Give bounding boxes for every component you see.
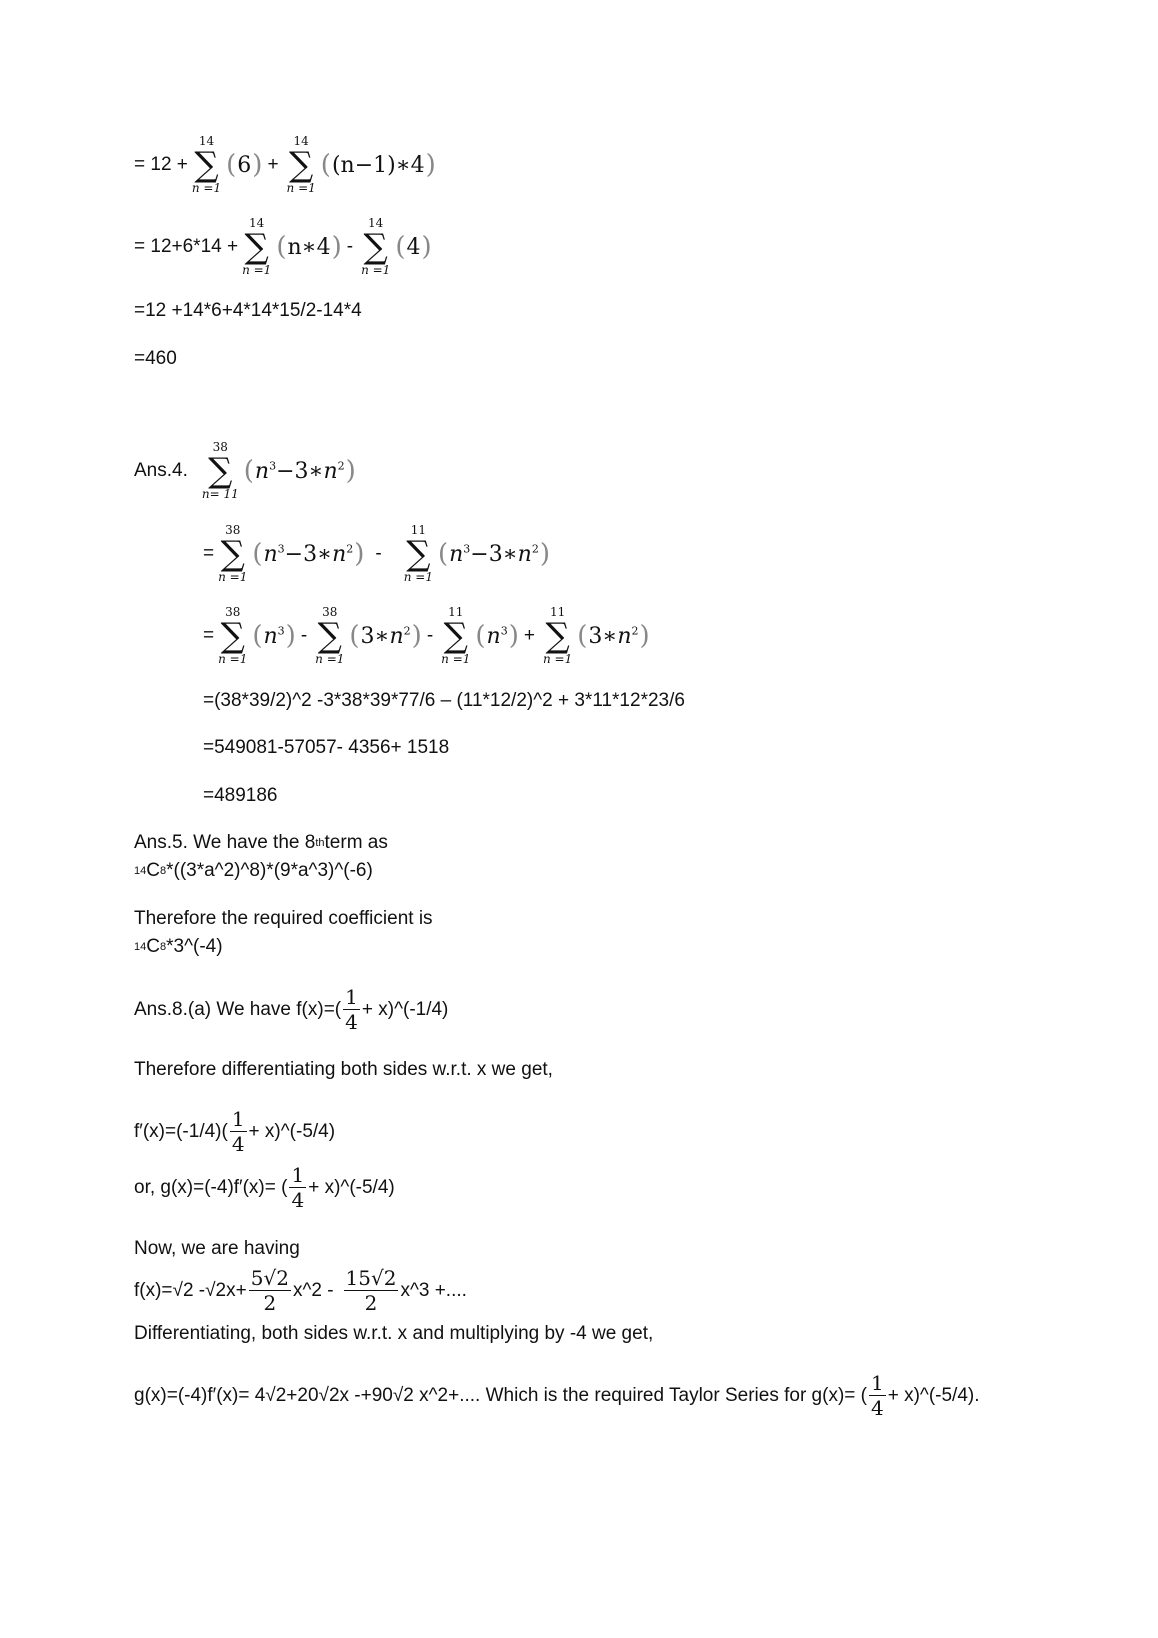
- equation-line-3: =12 +14*6+4*14*15/2-14*4: [134, 300, 362, 321]
- eq1-prefix: = 12 +: [134, 154, 188, 175]
- ans4-step-3: =(38*39/2)^2 -3*38*39*77/6 – (11*12/2)^2 + 3*11*12*23/6: [203, 690, 685, 711]
- ans4-header: Ans.4. 38 ∑ n= 11 ( $n^3-3∗n^2$ ): [134, 440, 356, 501]
- summation: 14 ∑ n =1: [242, 216, 272, 277]
- sum-body: $n^3-3∗n^2$: [254, 458, 345, 484]
- ans8-line-1: Ans.8.(a) We have f(x)=( $\frac{1}{4}$ + x)^(-1/4): [134, 985, 449, 1034]
- equals-sign: =: [203, 625, 215, 646]
- sum-body: (n−1)∗4: [331, 152, 425, 178]
- sum-lower-limit: n =1: [361, 263, 391, 277]
- sum-upper-limit: 38: [212, 440, 228, 454]
- summation: 11 ∑ n =1: [542, 605, 573, 666]
- summation: 14 ∑ n =1: [286, 134, 316, 195]
- minus-sign: -: [375, 543, 382, 564]
- summation: 14 ∑ n =1: [361, 216, 391, 277]
- ans4-step-2: = 38 ∑ n =1 ( $n^3$ ) - 38 ∑ n =1 ( $3∗n^2$ ) - 11 ∑ n =1 ( $n^3$ ) + 11 ∑ n =1 ( $3∗n^2$ ): [203, 605, 650, 666]
- ans5-line-4: 14 C 8 *3^(-4): [134, 936, 223, 957]
- sum-upper-limit: 14: [198, 134, 215, 148]
- sum-upper-limit: 14: [293, 134, 309, 148]
- answer-label: Ans.4.: [134, 460, 188, 481]
- sum-body: n∗4: [287, 234, 331, 260]
- ans8-line-3: f′(x)=(-1/4)( $\frac{1}{4}$ + x)^(-5/4): [134, 1107, 336, 1156]
- ans8-line-2: Therefore differentiating both sides w.r.t. x we get,: [134, 1059, 553, 1080]
- ans5-line-3: Therefore the required coefficient is: [134, 908, 433, 929]
- eq2-prefix: = 12+6*14 +: [134, 236, 239, 257]
- summation: 14 ∑ n =1: [191, 134, 222, 195]
- ans5-line-1: Ans.5. We have the 8 th term as: [134, 832, 388, 853]
- fraction: $\frac{1}{4}$: [870, 1371, 884, 1420]
- summation: 11 ∑ n =1: [403, 523, 433, 584]
- fraction: $\frac{15√2}{2}$: [345, 1266, 397, 1315]
- ans4-step-1: = 38 ∑ n =1 ( $n^3-3∗n^2$ ) - 11 ∑ n =1 ( $n^3-3∗n^2$ ): [203, 523, 550, 584]
- sum-upper-limit: 14: [249, 216, 265, 230]
- sum-upper-limit: 14: [368, 216, 384, 230]
- sum-body: 6: [237, 152, 252, 178]
- equals-sign: =: [203, 543, 215, 564]
- minus-sign: -: [346, 236, 354, 257]
- ans8-line-5: Now, we are having: [134, 1238, 300, 1259]
- sum-body: $n^3-3∗n^2$: [449, 541, 539, 567]
- equation-line-4: =460: [134, 348, 177, 369]
- plus-sign: +: [267, 154, 279, 175]
- ans8-line-6: f(x)=√2 -√2x+ $\frac{5√2}{2}$ x^2 - $\frac{15√2}{2}$ x^3 +....: [134, 1266, 467, 1315]
- fraction: $\frac{5√2}{2}$: [250, 1266, 289, 1315]
- fraction: $\frac{1}{4}$: [231, 1107, 245, 1156]
- ans4-step-4: =549081-57057- 4356+ 1518: [203, 737, 450, 758]
- fraction: $\frac{1}{4}$: [291, 1163, 305, 1212]
- summation: 11 ∑ n =1: [441, 605, 471, 666]
- sum-body: $n^3-3∗n^2$: [263, 541, 354, 567]
- ans8-line-8: g(x)=(-4)f′(x)= 4√2+20√2x -+90√2 x^2+.... Which is the required Taylor Series for g(x)= ( $\frac{1}{4}$ + x)^(-5/4).: [134, 1371, 980, 1420]
- summation: 38 ∑ n =1: [218, 523, 248, 584]
- ans8-line-7: Differentiating, both sides w.r.t. x and multiplying by -4 we get,: [134, 1323, 654, 1344]
- ans5-line-2: 14 C 8 *((3*a^2)^8)*(9*a^3)^(-6): [134, 860, 373, 881]
- sum-lower-limit: n =1: [242, 263, 272, 277]
- equation-line-2: = 12+6*14 + 14 ∑ n =1 ( n∗4 ) - 14 ∑ n =1 ( 4 ): [134, 216, 432, 277]
- fraction: $\frac{1}{4}$: [345, 985, 358, 1034]
- sum-lower-limit: n =1: [191, 181, 222, 195]
- ans4-step-5: =489186: [203, 785, 278, 806]
- sum-lower-limit: n =1: [286, 181, 316, 195]
- equation-line-1: = 12 + 14 ∑ n =1 ( 6 ) + 14 ∑ n =1 ( (n−1)∗4 ): [134, 134, 436, 195]
- summation: 38 ∑ n =1: [315, 605, 345, 666]
- sum-body: 4: [406, 234, 421, 260]
- sum-lower-limit: n= 11: [201, 487, 239, 501]
- summation: 38 ∑ n =1: [218, 605, 248, 666]
- ans8-line-4: or, g(x)=(-4)f′(x)= ( $\frac{1}{4}$ + x)^(-5/4): [134, 1163, 395, 1212]
- summation: 38 ∑ n= 11: [201, 440, 239, 501]
